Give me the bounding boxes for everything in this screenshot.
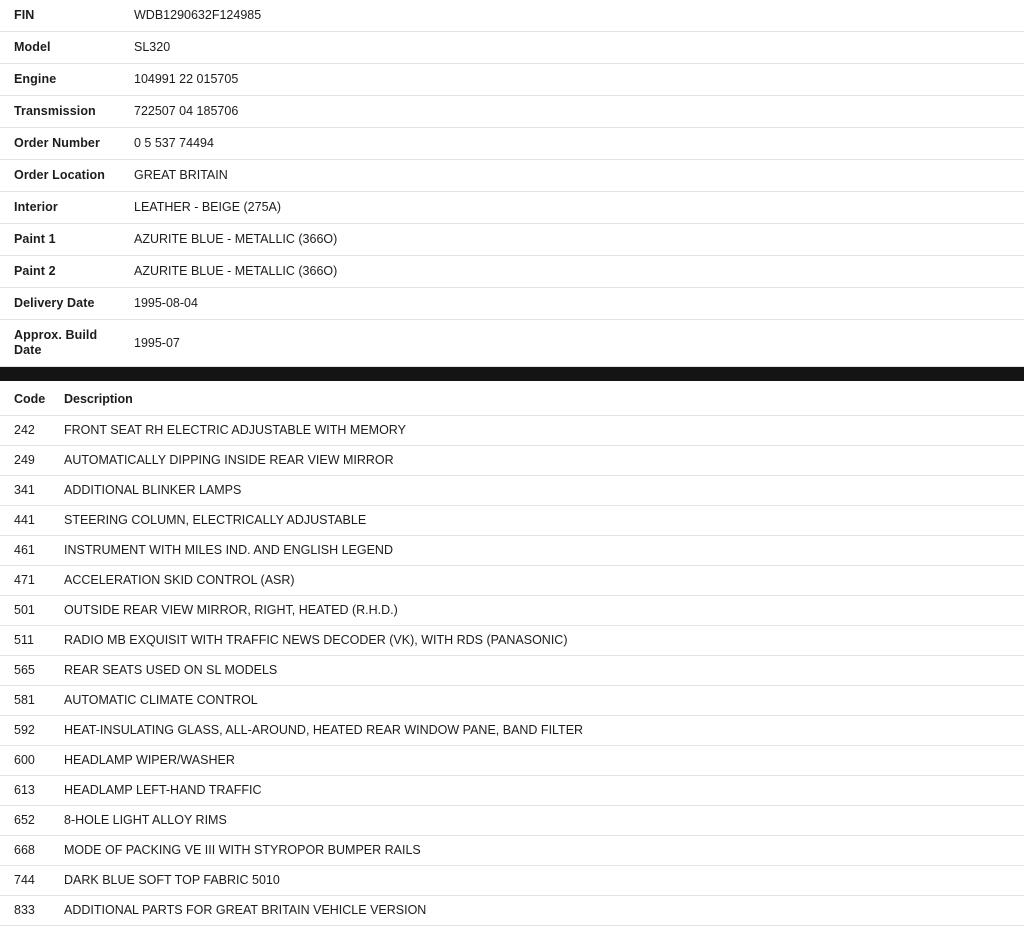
code-cell: 461 [14,543,35,557]
description-cell: OUTSIDE REAR VIEW MIRROR, RIGHT, HEATED (R.H.D.) [64,603,398,617]
code-cell: 242 [14,423,35,437]
spec-label: Delivery Date [14,296,95,310]
spec-value: 1995-08-04 [134,296,198,310]
spec-label: Paint 1 [14,232,56,246]
vehicle-spec-table [0,0,1024,367]
code-cell: 249 [14,453,35,467]
spec-value: AZURITE BLUE - METALLIC (366O) [134,232,338,246]
table-row [0,566,1024,596]
spec-value: AZURITE BLUE - METALLIC (366O) [134,264,338,278]
table-row [0,96,1024,128]
table-row [0,32,1024,64]
table-row [0,836,1024,866]
table-row [0,256,1024,288]
code-cell: 471 [14,573,35,587]
spec-value: GREAT BRITAIN [134,168,228,182]
table-row [0,64,1024,96]
table-row [0,476,1024,506]
spec-label: Transmission [14,104,96,118]
table-row [0,536,1024,566]
spec-value: WDB1290632F124985 [134,8,262,22]
code-cell: 341 [14,483,35,497]
code-cell: 581 [14,693,35,707]
option-codes-table-body [0,416,1024,926]
spec-label: Order Location [14,168,105,182]
spec-label: Engine [14,72,57,86]
spec-value: 722507 04 185706 [134,104,239,118]
code-cell: 833 [14,903,35,917]
section-separator-band [0,367,1024,381]
code-cell: 744 [14,873,35,887]
spec-value: LEATHER - BEIGE (275A) [134,200,282,214]
table-row [0,288,1024,320]
table-row [0,746,1024,776]
table-row [0,320,1024,367]
description-cell: AUTOMATICALLY DIPPING INSIDE REAR VIEW MIRROR [64,453,394,467]
table-row [0,506,1024,536]
code-cell: 441 [14,513,35,527]
description-cell: AUTOMATIC CLIMATE CONTROL [64,693,258,707]
description-cell: ACCELERATION SKID CONTROL (ASR) [64,573,295,587]
description-cell: REAR SEATS USED ON SL MODELS [64,663,278,677]
spec-value: 0 5 537 74494 [134,136,214,150]
description-cell: HEADLAMP LEFT-HAND TRAFFIC [64,783,262,797]
table-row [0,416,1024,446]
code-cell: 613 [14,783,35,797]
column-header-description: Description [50,383,1024,416]
table-row [0,656,1024,686]
table-row [0,224,1024,256]
table-row [0,128,1024,160]
code-cell: 652 [14,813,35,827]
spec-value: 1995-07 [134,335,180,350]
spec-value: 104991 22 015705 [134,72,239,86]
table-row [0,192,1024,224]
vehicle-spec-table-body [0,0,1024,367]
description-cell: ADDITIONAL PARTS FOR GREAT BRITAIN VEHICLE VERSION [64,903,427,917]
option-codes-table-head [0,383,1024,416]
table-row [0,0,1024,32]
table-row [0,896,1024,926]
code-cell: 511 [14,633,34,647]
spec-label: Interior [14,200,58,214]
description-cell: FRONT SEAT RH ELECTRIC ADJUSTABLE WITH MEMORY [64,423,406,437]
table-row [0,596,1024,626]
description-cell: STEERING COLUMN, ELECTRICALLY ADJUSTABLE [64,513,367,527]
spec-label: Model [14,40,51,54]
description-cell: MODE OF PACKING VE III WITH STYROPOR BUMPER RAILS [64,843,421,857]
code-cell: 600 [14,753,35,767]
description-cell: HEAT-INSULATING GLASS, ALL-AROUND, HEATED REAR WINDOW PANE, BAND FILTER [64,723,584,737]
description-cell: ADDITIONAL BLINKER LAMPS [64,483,242,497]
table-row [0,160,1024,192]
spec-label: Approx. Build Date [14,328,98,357]
table-row [0,446,1024,476]
table-row [0,776,1024,806]
table-row [0,806,1024,836]
table-row [0,686,1024,716]
table-row [0,866,1024,896]
description-cell: 8-HOLE LIGHT ALLOY RIMS [64,813,227,827]
table-header-row [0,383,1024,416]
option-codes-table [0,383,1024,926]
description-cell: INSTRUMENT WITH MILES IND. AND ENGLISH LEGEND [64,543,393,557]
table-row [0,626,1024,656]
description-cell: HEADLAMP WIPER/WASHER [64,753,235,767]
spec-value: SL320 [134,40,171,54]
code-cell: 501 [14,603,35,617]
spec-label: FIN [14,8,35,22]
table-row [0,716,1024,746]
column-header-code: Code [0,383,50,416]
description-cell: RADIO MB EXQUISIT WITH TRAFFIC NEWS DECODER (VK), WITH RDS (PANASONIC) [64,633,568,647]
description-cell: DARK BLUE SOFT TOP FABRIC 5010 [64,873,280,887]
code-cell: 565 [14,663,35,677]
spec-label: Paint 2 [14,264,56,278]
spec-label: Order Number [14,136,100,150]
code-cell: 592 [14,723,35,737]
code-cell: 668 [14,843,35,857]
